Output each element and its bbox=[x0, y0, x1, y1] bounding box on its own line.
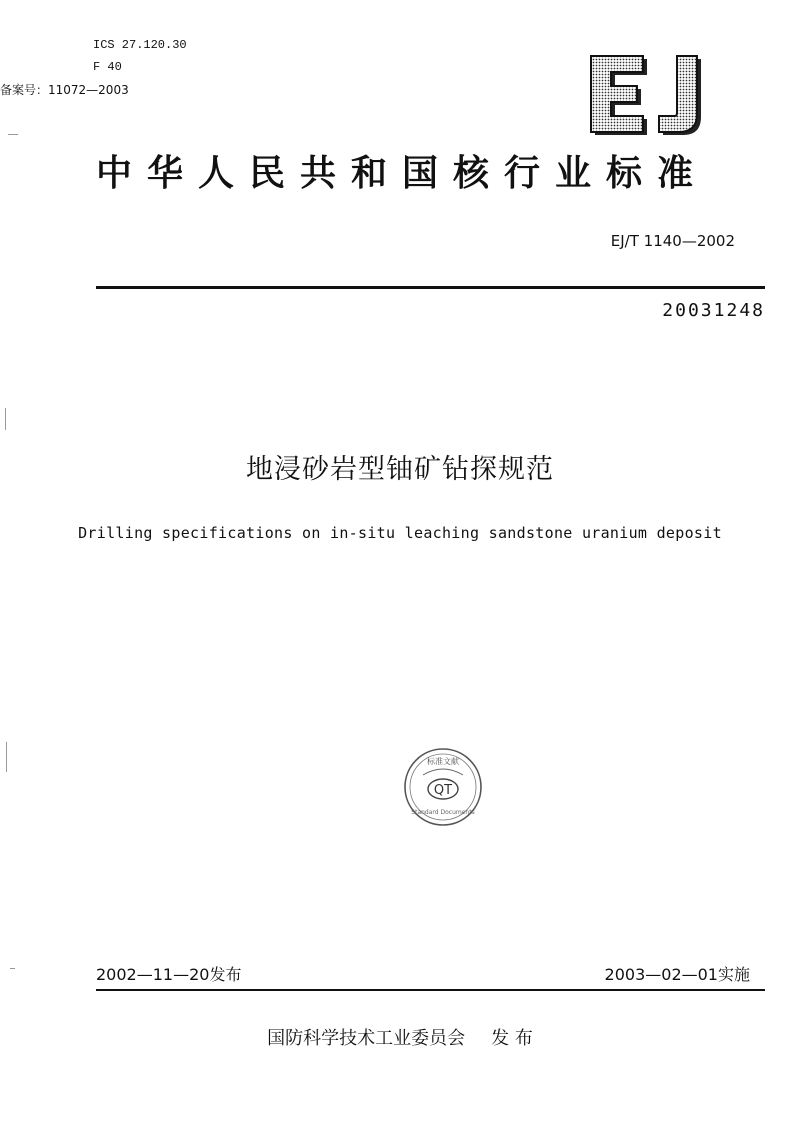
scan-speck bbox=[5, 408, 6, 430]
issue-date: 2002—11—20发布 bbox=[96, 965, 242, 984]
archive-number: 20031248 bbox=[662, 300, 765, 321]
footer-divider bbox=[96, 989, 765, 991]
issuer-line bbox=[0, 1024, 800, 1050]
header-divider bbox=[96, 286, 765, 289]
qt-seal-stamp bbox=[401, 745, 485, 829]
standard-code: EJ/T 1140—2002 bbox=[610, 232, 735, 250]
scan-speck bbox=[10, 968, 15, 969]
issuer-action: 发 布 bbox=[491, 1028, 533, 1049]
scan-speck bbox=[6, 742, 7, 772]
filing-number: 备案号：11072—2003 bbox=[0, 83, 129, 97]
ics-code: ICS 27.120.30 bbox=[93, 38, 187, 52]
document-title-en: Drilling specifications on in-situ leaching sandstone uranium deposit bbox=[78, 524, 722, 542]
standard-category-title: 中华人民共和国核行业标准 bbox=[96, 153, 709, 194]
issuer-name: 国防科学技术工业委员会 bbox=[267, 1028, 466, 1049]
seal-ring-text-bottom: Standard Documents bbox=[411, 809, 475, 816]
document-title-cn: 地浸砂岩型铀矿钻探规范 bbox=[246, 454, 554, 485]
classification-code: F 40 bbox=[93, 60, 122, 74]
implementation-date: 2003—02—01实施 bbox=[604, 965, 750, 984]
scan-speck bbox=[8, 134, 18, 135]
seal-ring-text-top: 标准文献 bbox=[427, 757, 459, 766]
ej-logo bbox=[583, 52, 711, 136]
seal-center-text: QT bbox=[433, 783, 453, 798]
